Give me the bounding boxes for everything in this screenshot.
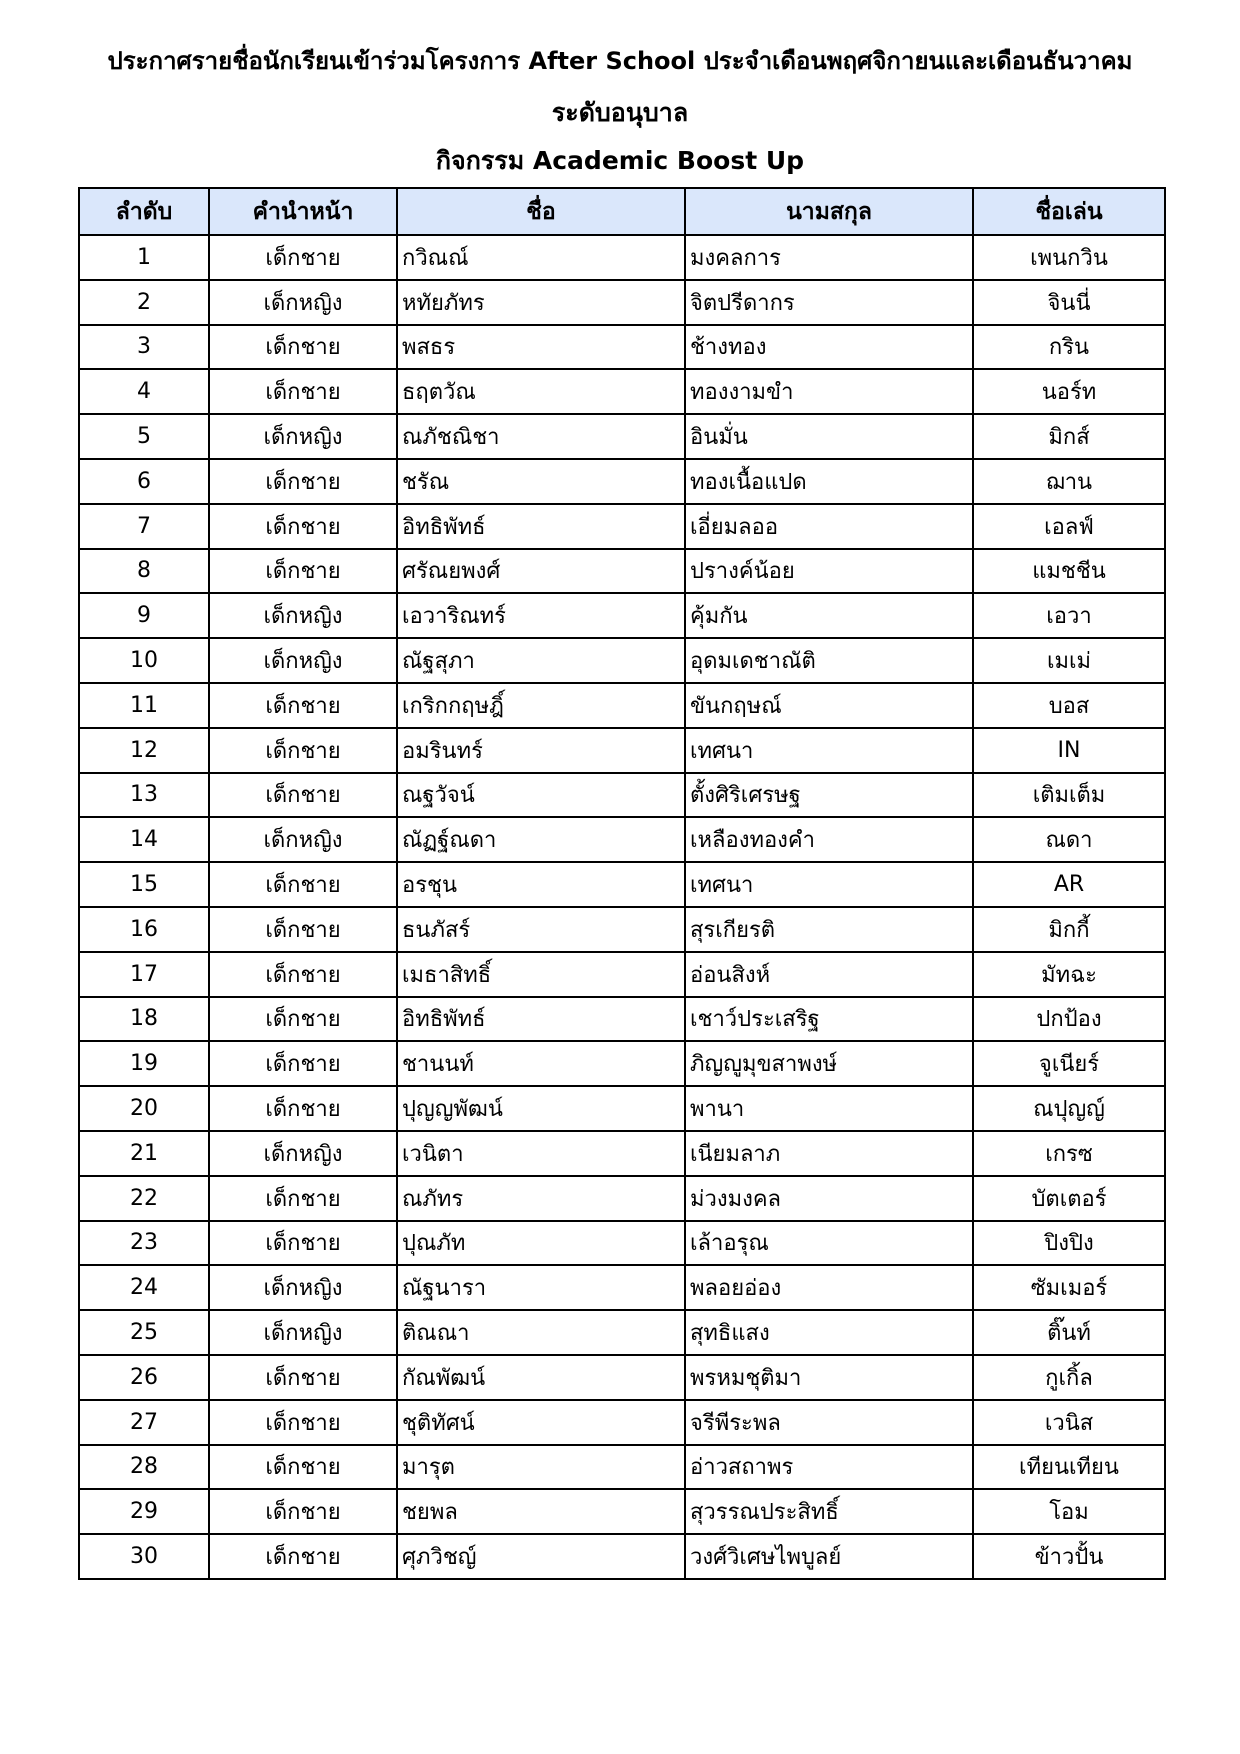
cell-order: 29 <box>79 1489 209 1534</box>
cell-last-name: อ่อนสิงห์ <box>685 952 973 997</box>
table-row <box>79 1221 1165 1266</box>
cell-prefix: เด็กชาย <box>209 728 397 773</box>
cell-order: 13 <box>79 773 209 818</box>
cell-first-name: พสธร <box>397 325 685 370</box>
cell-nickname: IN <box>973 728 1165 773</box>
cell-nickname: แมชชีน <box>973 549 1165 594</box>
cell-first-name: ณัฐนารา <box>397 1265 685 1310</box>
cell-last-name: มงคลการ <box>685 235 973 280</box>
cell-first-name: ธนภัสร์ <box>397 907 685 952</box>
cell-nickname: AR <box>973 862 1165 907</box>
cell-order: 14 <box>79 817 209 862</box>
cell-first-name: เมธาสิทธิ์ <box>397 952 685 997</box>
table-row <box>79 638 1165 683</box>
cell-last-name: วงศ์วิเศษไพบูลย์ <box>685 1534 973 1579</box>
cell-prefix: เด็กชาย <box>209 1041 397 1086</box>
cell-nickname: เพนกวิน <box>973 235 1165 280</box>
table-row <box>79 1489 1165 1534</box>
table-row <box>79 549 1165 594</box>
cell-order: 16 <box>79 907 209 952</box>
cell-last-name: เชาว์ประเสริฐ <box>685 997 973 1042</box>
cell-first-name: ชรัณ <box>397 459 685 504</box>
table-row <box>79 1176 1165 1221</box>
document-subtitle-level: ระดับอนุบาล <box>551 98 689 127</box>
cell-nickname: เทียนเทียน <box>973 1445 1165 1490</box>
cell-prefix: เด็กชาย <box>209 773 397 818</box>
cell-prefix: เด็กหญิง <box>209 414 397 459</box>
cell-order: 6 <box>79 459 209 504</box>
cell-last-name: ม่วงมงคล <box>685 1176 973 1221</box>
cell-order: 15 <box>79 862 209 907</box>
cell-nickname: ติ๊นท์ <box>973 1310 1165 1355</box>
cell-last-name: ทองเนื้อแปด <box>685 459 973 504</box>
cell-order: 26 <box>79 1355 209 1400</box>
table-row <box>79 1355 1165 1400</box>
header-last-name: นามสกุล <box>685 188 973 235</box>
cell-order: 8 <box>79 549 209 594</box>
table-row <box>79 504 1165 549</box>
cell-order: 30 <box>79 1534 209 1579</box>
cell-nickname: ณดา <box>973 817 1165 862</box>
table-row <box>79 728 1165 773</box>
cell-prefix: เด็กชาย <box>209 1445 397 1490</box>
table-row <box>79 997 1165 1042</box>
cell-order: 1 <box>79 235 209 280</box>
table-row <box>79 1131 1165 1176</box>
cell-first-name: ปุญญพัฒน์ <box>397 1086 685 1131</box>
cell-first-name: ณัฏฐ์ณดา <box>397 817 685 862</box>
cell-last-name: ช้างทอง <box>685 325 973 370</box>
header-prefix: คำนำหน้า <box>209 188 397 235</box>
cell-order: 11 <box>79 683 209 728</box>
cell-prefix: เด็กหญิง <box>209 280 397 325</box>
cell-last-name: เทศนา <box>685 728 973 773</box>
cell-first-name: ศุภวิชญ์ <box>397 1534 685 1579</box>
table-row <box>79 683 1165 728</box>
activity-name: กิจกรรม Academic Boost Up <box>435 146 805 175</box>
cell-last-name: ทองงามขำ <box>685 369 973 414</box>
cell-prefix: เด็กหญิง <box>209 638 397 683</box>
table-row <box>79 369 1165 414</box>
table-row <box>79 280 1165 325</box>
cell-last-name: ปรางค์น้อย <box>685 549 973 594</box>
cell-nickname: เวนิส <box>973 1400 1165 1445</box>
cell-prefix: เด็กหญิง <box>209 817 397 862</box>
table-row <box>79 1310 1165 1355</box>
cell-first-name: ติณณา <box>397 1310 685 1355</box>
cell-last-name: สุรเกียรติ <box>685 907 973 952</box>
cell-prefix: เด็กชาย <box>209 1489 397 1534</box>
cell-last-name: เอี่ยมลออ <box>685 504 973 549</box>
table-row <box>79 325 1165 370</box>
student-roster-table <box>78 187 1166 1580</box>
cell-prefix: เด็กชาย <box>209 907 397 952</box>
cell-last-name: พรหมชุติมา <box>685 1355 973 1400</box>
cell-prefix: เด็กชาย <box>209 862 397 907</box>
cell-last-name: ขันกฤษณ์ <box>685 683 973 728</box>
table-row <box>79 1400 1165 1445</box>
cell-order: 5 <box>79 414 209 459</box>
cell-prefix: เด็กชาย <box>209 683 397 728</box>
table-row <box>79 1265 1165 1310</box>
cell-nickname: นอร์ท <box>973 369 1165 414</box>
cell-nickname: เอวา <box>973 593 1165 638</box>
header-first-name: ชื่อ <box>397 188 685 235</box>
cell-first-name: ธฤตวัณ <box>397 369 685 414</box>
cell-order: 21 <box>79 1131 209 1176</box>
cell-first-name: ณภัชณิชา <box>397 414 685 459</box>
cell-nickname: มิกส์ <box>973 414 1165 459</box>
cell-nickname: เอลฟ์ <box>973 504 1165 549</box>
table-row <box>79 459 1165 504</box>
table-row <box>79 817 1165 862</box>
cell-first-name: เอวาริณทร์ <box>397 593 685 638</box>
table-row <box>79 414 1165 459</box>
cell-prefix: เด็กชาย <box>209 1534 397 1579</box>
cell-nickname: ซัมเมอร์ <box>973 1265 1165 1310</box>
cell-last-name: เหลืองทองคำ <box>685 817 973 862</box>
cell-prefix: เด็กหญิง <box>209 1310 397 1355</box>
cell-nickname: มัทฉะ <box>973 952 1165 997</box>
cell-last-name: อุดมเดชาณัติ <box>685 638 973 683</box>
cell-order: 4 <box>79 369 209 414</box>
cell-order: 24 <box>79 1265 209 1310</box>
cell-first-name: หทัยภัทร <box>397 280 685 325</box>
cell-prefix: เด็กชาย <box>209 549 397 594</box>
cell-last-name: สุวรรณประสิทธิ์ <box>685 1489 973 1534</box>
cell-nickname: มิกกี้ <box>973 907 1165 952</box>
cell-last-name: อ่าวสถาพร <box>685 1445 973 1490</box>
cell-order: 10 <box>79 638 209 683</box>
cell-first-name: ชุติทัศน์ <box>397 1400 685 1445</box>
cell-first-name: กัณพัฒน์ <box>397 1355 685 1400</box>
cell-first-name: ศรัณยพงศ์ <box>397 549 685 594</box>
cell-nickname: บอส <box>973 683 1165 728</box>
cell-last-name: เทศนา <box>685 862 973 907</box>
cell-order: 12 <box>79 728 209 773</box>
cell-last-name: เนียมลาภ <box>685 1131 973 1176</box>
table-row <box>79 952 1165 997</box>
cell-first-name: เวนิตา <box>397 1131 685 1176</box>
cell-first-name: อมรินทร์ <box>397 728 685 773</box>
cell-first-name: อิทธิพัทธ์ <box>397 997 685 1042</box>
cell-nickname: ปกป้อง <box>973 997 1165 1042</box>
cell-nickname: ข้าวปั้น <box>973 1534 1165 1579</box>
cell-order: 23 <box>79 1221 209 1266</box>
cell-prefix: เด็กหญิง <box>209 1265 397 1310</box>
cell-nickname: ปิงปิง <box>973 1221 1165 1266</box>
cell-first-name: อรชุน <box>397 862 685 907</box>
cell-first-name: ปุณภัท <box>397 1221 685 1266</box>
cell-prefix: เด็กชาย <box>209 235 397 280</box>
table-row <box>79 1534 1165 1579</box>
cell-nickname: บัตเตอร์ <box>973 1176 1165 1221</box>
cell-last-name: ตั้งศิริเศรษฐ <box>685 773 973 818</box>
cell-last-name: ภิญญูมุขสาพงษ์ <box>685 1041 973 1086</box>
cell-last-name: พานา <box>685 1086 973 1131</box>
cell-nickname: จูเนียร์ <box>973 1041 1165 1086</box>
cell-first-name: อิทธิพัทธ์ <box>397 504 685 549</box>
cell-last-name: คุ้มกัน <box>685 593 973 638</box>
cell-first-name: ณฐวัจน์ <box>397 773 685 818</box>
cell-nickname: เกรซ <box>973 1131 1165 1176</box>
cell-first-name: กวิณณ์ <box>397 235 685 280</box>
table-row <box>79 1445 1165 1490</box>
cell-prefix: เด็กหญิง <box>209 1131 397 1176</box>
cell-prefix: เด็กชาย <box>209 997 397 1042</box>
cell-order: 22 <box>79 1176 209 1221</box>
cell-first-name: ชยพล <box>397 1489 685 1534</box>
cell-last-name: เล้าอรุณ <box>685 1221 973 1266</box>
header-order: ลำดับ <box>79 188 209 235</box>
cell-nickname: ณปุญญ์ <box>973 1086 1165 1131</box>
header-nickname: ชื่อเล่น <box>973 188 1165 235</box>
cell-last-name: จิตปรีดากร <box>685 280 973 325</box>
cell-order: 17 <box>79 952 209 997</box>
table-row <box>79 593 1165 638</box>
table-header-row <box>79 188 1165 235</box>
cell-first-name: เกริกกฤษฎิ์ <box>397 683 685 728</box>
cell-nickname: ฌาน <box>973 459 1165 504</box>
cell-nickname: เมเม่ <box>973 638 1165 683</box>
document-subtitle-activity <box>0 145 1240 177</box>
cell-first-name: ณัฐสุภา <box>397 638 685 683</box>
cell-prefix: เด็กชาย <box>209 325 397 370</box>
cell-nickname: จินนี่ <box>973 280 1165 325</box>
cell-last-name: สุทธิแสง <box>685 1310 973 1355</box>
cell-order: 18 <box>79 997 209 1042</box>
cell-prefix: เด็กชาย <box>209 952 397 997</box>
cell-last-name: จรีพีระพล <box>685 1400 973 1445</box>
cell-order: 25 <box>79 1310 209 1355</box>
cell-nickname: โอม <box>973 1489 1165 1534</box>
cell-last-name: พลอยอ่อง <box>685 1265 973 1310</box>
cell-order: 3 <box>79 325 209 370</box>
cell-first-name: มารุต <box>397 1445 685 1490</box>
cell-prefix: เด็กชาย <box>209 1086 397 1131</box>
table-row <box>79 1041 1165 1086</box>
cell-order: 19 <box>79 1041 209 1086</box>
table-body <box>79 235 1165 1579</box>
cell-prefix: เด็กชาย <box>209 504 397 549</box>
table-row <box>79 235 1165 280</box>
cell-order: 20 <box>79 1086 209 1131</box>
cell-prefix: เด็กชาย <box>209 1400 397 1445</box>
cell-prefix: เด็กชาย <box>209 369 397 414</box>
cell-prefix: เด็กชาย <box>209 1221 397 1266</box>
table-row <box>79 773 1165 818</box>
cell-prefix: เด็กชาย <box>209 459 397 504</box>
cell-first-name: ชานนท์ <box>397 1041 685 1086</box>
cell-nickname: กูเกิ้ล <box>973 1355 1165 1400</box>
table-row <box>79 907 1165 952</box>
cell-nickname: เติมเต็ม <box>973 773 1165 818</box>
cell-prefix: เด็กชาย <box>209 1176 397 1221</box>
table-row <box>79 1086 1165 1131</box>
cell-nickname: กริน <box>973 325 1165 370</box>
cell-order: 28 <box>79 1445 209 1490</box>
cell-last-name: อินมั่น <box>685 414 973 459</box>
table-row <box>79 862 1165 907</box>
cell-order: 7 <box>79 504 209 549</box>
document-title: ประกาศรายชื่อนักเรียนเข้าร่วมโครงการ After School ประจำเดือนพฤศจิกายนและเดือนธันวาคม <box>107 47 1133 75</box>
cell-order: 2 <box>79 280 209 325</box>
cell-order: 27 <box>79 1400 209 1445</box>
cell-prefix: เด็กหญิง <box>209 593 397 638</box>
cell-order: 9 <box>79 593 209 638</box>
cell-first-name: ณภัทร <box>397 1176 685 1221</box>
cell-prefix: เด็กชาย <box>209 1355 397 1400</box>
